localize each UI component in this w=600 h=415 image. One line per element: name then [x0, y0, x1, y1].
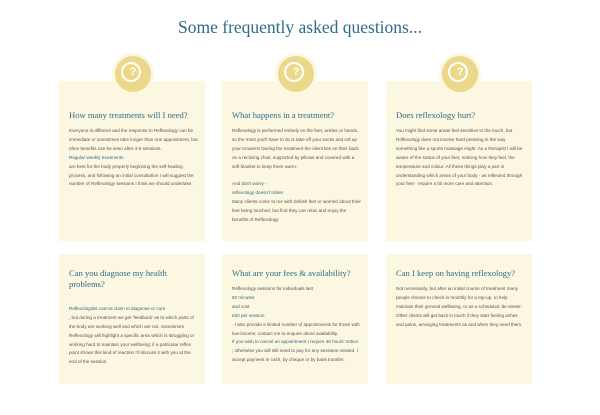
- answer-text: And don't worry -: [232, 181, 267, 187]
- answer-link-text: 50 minutes: [232, 294, 255, 300]
- question-mark-icon: ?: [275, 53, 317, 95]
- answer-link-text: reflexology doesn't tickle!: [232, 190, 284, 196]
- question-mark-icon: ?: [112, 53, 154, 95]
- faq-card-treatments: [59, 66, 205, 241]
- answer-text: Everyone is different and the response to Reflexology can be immediate or sometimes take longer than one appointment, but often benefits can be seen after 4-6 sessions.: [69, 128, 198, 151]
- faq-card-diagnose: [59, 254, 205, 384]
- answer-link-text: If you wish to cancel an appointment I require 48 hours' notice: [232, 339, 359, 345]
- answer-text: Not necessarily, but after an initial course of treatment many people choose to check in monthly for a top-up, to help maintain their general wellbeing, or as a scheduled 'de-stress'. Other clients will get back in touch if they start feeling aches and pains, arranging treatments as and when they need them.: [396, 286, 523, 327]
- faq-question: What happens in a treatment?: [232, 110, 335, 120]
- faq-answer: [396, 127, 526, 189]
- answer-text: Many clients come to me with ticklish feet or worried about their feet being touched, but find they can relax and enjoy the benefits of Reflexology.: [232, 199, 361, 223]
- spacer: [232, 172, 362, 181]
- spacer: [69, 296, 199, 305]
- faq-answer: [69, 296, 199, 367]
- answer-text: are best for the body properly beginning the self-healing process, and following an initial consultation I will suggest the number of Reflexology sessions I think we should undertake.: [69, 163, 194, 187]
- answer-text: ; otherwise you will still need to pay for any sessions missed. I accept payment in cash, by cheque or by bank transfer.: [232, 348, 358, 363]
- answer-link-text: Reflexologists cannot claim to diagnose or cure: [69, 305, 166, 311]
- answer-link-text: Regular weekly treatments: [69, 154, 124, 160]
- faq-question: How many treatments will I need?: [69, 110, 188, 120]
- answer-text: Reflexology sessions for individuals last: [232, 286, 313, 291]
- answer-text: and cost: [232, 303, 250, 309]
- faq-answer: [232, 127, 362, 225]
- faq-card-fees: [222, 254, 368, 384]
- answer-text: . I also provide a limited number of appointments for those with low-income; contact me to enquire about availability.: [232, 321, 360, 336]
- faq-question: Does reflexology hurt?: [396, 110, 476, 120]
- faq-answer: [396, 285, 526, 330]
- faq-card-does-it-hurt: [386, 66, 532, 241]
- answer-link-text: £60 per session: [232, 312, 265, 318]
- faq-question: What are your fees & availability?: [232, 268, 351, 278]
- answer-text: Reflexology is performed entirely on the feet, ankles or hands, so the most you'll have to do is take off your socks and roll up your trousers! During the treatment the client lies on their back on a reclining chair, supported by pillows and covered with a soft blanket to keep them warm.: [232, 128, 359, 169]
- faq-card-keep-having: [386, 254, 532, 384]
- page-title: Some frequently asked questions...: [178, 17, 422, 37]
- faq-answer: [69, 127, 199, 189]
- answer-text: You might find some areas feel sensitive to the touch, but Reflexology does not involve hard pressing in the way something like a sports massage might. As a therapist I will be aware of the status of your feet, noticing how they feel, the temperature and colour. All these things play a part in understanding which areas of your body - as reflected through your feet - require a bit more care and attention.: [396, 128, 523, 187]
- faq-question: Can I keep on having reflexology?: [396, 268, 516, 278]
- answer-text: , but during a treatment we get 'feedback' as to which parts of the body are working well and which are not. Sometimes Reflexology will highlight a specific area which is struggling or working hard to maintain your wellbeing; if a particular reflex point shows this kind of reaction I'll discuss it with you at the end of the session.: [69, 314, 195, 365]
- faq-question: Can you diagnose my health problems?: [69, 268, 167, 289]
- faq-card-what-happens: [222, 66, 368, 241]
- question-mark-icon: ?: [439, 53, 481, 95]
- faq-answer: [232, 285, 362, 365]
